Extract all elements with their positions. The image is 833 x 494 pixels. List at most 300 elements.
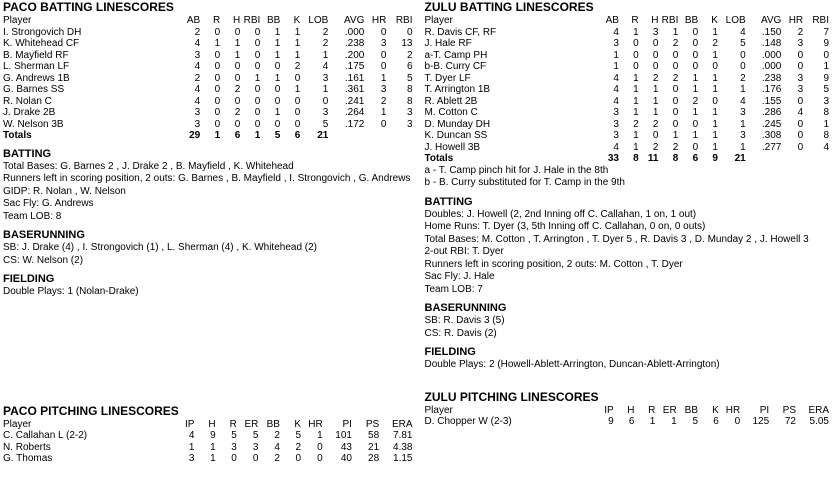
cell-season-rbi: 13 [401,38,413,49]
cell-h: 0 [652,61,659,72]
cell-avg: .172 [344,118,365,130]
cell-avg: .361 [344,84,365,95]
cell-h: 2 [652,72,659,84]
cell-ip: 3 [188,453,195,464]
cell-k: 1 [712,72,718,84]
cell-ab: 4 [613,26,619,38]
cell-season-rbi: 5 [406,72,413,84]
col-ps: PS [365,418,380,430]
cell-avg: .277 [761,141,782,153]
cell-r: 0 [633,49,639,61]
cell-lob: 3 [740,107,746,118]
paco-baserunning-heading: BASERUNNING [3,229,85,241]
cell-k: 1 [712,118,718,130]
cell-h: 1 [652,84,659,95]
cell-total-r: 1 [214,130,221,141]
cell-total-bb: 5 [274,130,281,141]
cell-h: 1 [234,49,241,61]
cell-total-k: 6 [294,130,301,141]
table-header-row [3,15,413,27]
cell-ab: 3 [613,38,619,49]
cell-lob: 1 [740,118,746,130]
cell-pi: 125 [752,416,770,427]
cell-hr: 3 [380,38,387,49]
cell-bb: 0 [692,38,699,49]
cell-ip: 4 [188,430,195,441]
cell-rbi: 2 [672,72,679,84]
cell-ab: 3 [613,107,619,118]
col-r: R [229,418,237,430]
cell-k: 1 [712,26,718,38]
col-h: H [233,15,241,26]
cell-ab: 4 [194,95,201,107]
cell-hr: 0 [797,118,804,130]
table-row [3,38,413,50]
cell-er: 5 [252,430,259,441]
cell-era: 4.38 [393,441,413,453]
totals-row [3,130,413,142]
cell-season-rbi: 6 [406,61,413,72]
cell-r: 0 [633,61,639,72]
cell-total-hr [781,153,803,165]
cell-h: 1 [652,95,659,107]
cell-total-rbi: 1 [254,130,261,141]
zulu-batting-table [425,15,830,165]
col-bb: BB [684,404,698,416]
cell-k: 1 [712,49,718,61]
col-er: ER [662,404,677,416]
cell-total-avg [746,153,782,165]
cell-season-rbi: 1 [823,61,829,72]
table-row [425,38,830,50]
table-row [3,442,413,454]
cell-k: 1 [712,84,718,95]
table-row [3,73,413,85]
cell-k: 5 [295,430,302,441]
cell-season-rbi: 8 [823,107,829,118]
cell-ab: 4 [194,84,201,95]
col-r: R [631,15,639,26]
cell-bb: 0 [692,26,699,38]
cell-totals-label: Totals [424,153,454,164]
cell-rbi: 0 [254,84,261,95]
cell-h: 1 [210,441,216,453]
cell-ab: 3 [194,107,201,118]
cell-ab: 4 [613,95,619,107]
cell-bb: 4 [274,441,280,453]
cell-player: a-T. Camp PH [424,49,488,61]
cell-season-rbi: 2 [406,49,413,61]
cell-player: D. Munday DH [424,118,491,130]
table-row [425,84,830,96]
cell-hr: 0 [317,441,323,453]
cell-k: 1 [712,107,718,118]
table-row [425,61,830,73]
zulu-baserunning-note: SB: R. Davis 3 (5) [424,315,505,326]
cell-h: 2 [652,118,659,130]
cell-avg: .150 [761,26,782,38]
cell-total-hr [364,130,386,142]
cell-h: 0 [234,26,241,38]
cell-total-lob: 21 [734,153,746,164]
col-season-rbi: RBI [395,15,413,26]
paco-batting-note: Runners left in scoring position, 2 outs: G. Barnes , B. Mayfield , I. Strongovich , G. Andrews [3,173,411,184]
cell-hr: 1 [380,107,387,118]
cell-bb: 0 [692,141,699,153]
table-row [3,119,413,131]
col-ps: PS [782,404,796,416]
cell-h: 1 [234,38,241,49]
cell-h: 6 [628,416,635,427]
cell-season-rbi: 3 [406,118,413,130]
table-row [3,96,413,108]
cell-r: 0 [214,107,221,118]
cell-h: 2 [234,84,241,95]
zulu-substitution-note: a - T. Camp pinch hit for J. Hale in the 8th [424,164,609,176]
cell-hr: 1 [380,72,387,84]
cell-r: 1 [633,130,639,141]
cell-ps: 28 [368,453,380,464]
cell-total-rbi: 8 [672,153,679,164]
cell-avg: .000 [761,49,782,61]
cell-lob: 3 [740,130,746,141]
col-ab: AB [186,15,201,26]
cell-bb: 0 [274,118,281,130]
cell-k: 2 [712,38,718,49]
cell-r: 0 [214,61,221,72]
paco-batting-note: Total Bases: G. Barnes 2 , J. Drake 2 , B. Mayfield , K. Whitehead [3,160,294,172]
cell-bb: 1 [274,107,281,118]
totals-row [425,153,830,165]
paco-fielding-note: Double Plays: 1 (Nolan-Drake) [3,286,139,297]
cell-rbi: 0 [672,84,679,95]
col-hr: HR [725,404,741,416]
table-row [3,27,413,39]
cell-total-ab: 33 [607,153,619,164]
zulu-baserunning-note: CS: R. Davis (2) [424,327,497,339]
col-er: ER [244,418,259,430]
cell-er: 1 [671,416,677,427]
table-header-row [3,419,413,431]
col-ip: IP [604,404,614,416]
cell-h: 1 [210,453,216,464]
cell-avg: .000 [344,26,365,38]
cell-player: M. Cotton C [424,107,478,118]
cell-r: 1 [633,107,639,118]
cell-lob: 0 [740,49,746,61]
cell-ab: 3 [194,49,201,61]
cell-avg: .200 [344,49,365,61]
cell-lob: 3 [322,107,329,118]
cell-avg: .176 [761,84,782,95]
cell-era: 7.81 [393,430,413,441]
cell-h: 1 [652,107,659,118]
zulu-pitching-title: ZULU PITCHING LINESCORES [424,389,599,404]
cell-player: K. Duncan SS [424,130,488,141]
cell-rbi: 0 [672,118,679,130]
cell-h: 0 [234,95,241,107]
cell-hr: 0 [734,416,741,427]
cell-k: 6 [713,416,719,427]
cell-hr: 3 [797,72,804,84]
cell-player: I. Strongovich DH [3,26,82,38]
cell-player: T. Dyer LF [424,72,471,84]
cell-h: 0 [234,72,241,84]
cell-h: 2 [652,141,659,153]
cell-hr: 0 [797,49,804,61]
cell-rbi: 2 [672,38,679,49]
zulu-batting-note: Home Runs: T. Dyer (3, 5th Inning off C. Callahan, 0 on, 0 outs) [424,221,706,232]
cell-hr: 0 [317,453,323,464]
cell-avg: .245 [761,118,782,130]
cell-k: 1 [294,84,301,95]
col-lob: LOB [308,15,329,26]
zulu-batting-note: Doubles: J. Howell (2, 2nd Inning off C. Callahan, 1 on, 1 out) [424,208,697,220]
cell-lob: 2 [322,26,329,38]
cell-ps: 72 [784,416,796,427]
cell-r: 1 [633,141,639,153]
cell-rbi: 0 [254,49,261,61]
cell-season-rbi: 8 [406,95,413,107]
cell-hr: 0 [797,130,804,141]
col-k: K [712,404,719,416]
cell-total-season-rbi [803,153,829,165]
paco-pitching-table [3,419,413,465]
cell-avg: .155 [761,95,782,107]
zulu-pitching-table [425,405,830,428]
cell-k: 2 [294,61,301,72]
cell-season-rbi: 3 [406,107,413,118]
col-player: Player [424,404,453,416]
cell-rbi: 0 [254,118,261,130]
cell-hr: 0 [380,118,387,130]
paco-batting-table [3,15,413,142]
zulu-fielding-note: Double Plays: 2 (Howell-Ablett-Arrington, Duncan-Ablett-Arrington) [424,359,720,370]
cell-bb: 0 [692,61,699,72]
paco-fielding-heading: FIELDING [3,273,55,285]
cell-r: 0 [214,26,221,38]
cell-k: 0 [294,72,301,84]
cell-lob: 4 [740,26,746,38]
cell-rbi: 0 [672,95,679,107]
table-row [425,27,830,39]
cell-lob: 5 [740,38,746,49]
zulu-baserunning-heading: BASERUNNING [424,302,507,314]
cell-r: 1 [214,38,221,49]
paco-batting-note: Team LOB: 8 [3,210,62,222]
cell-player: T. Arrington 1B [424,84,491,95]
cell-season-rbi: 8 [823,130,829,141]
col-bb: BB [684,15,699,26]
table-row [3,453,413,465]
col-rbi: RBI [243,15,261,26]
cell-k: 0 [712,95,718,107]
cell-rbi: 0 [672,61,679,72]
cell-hr: 0 [797,95,804,107]
col-avg: AVG [343,15,365,26]
cell-player: J. Hale RF [424,38,472,49]
cell-lob: 1 [740,141,746,153]
cell-era: 1.15 [393,453,413,464]
cell-lob: 4 [322,61,329,72]
cell-lob: 2 [740,72,746,84]
cell-ab: 2 [194,26,201,38]
zulu-batting-note: 2-out RBI: T. Dyer [424,246,504,257]
cell-player: B. Mayfield RF [3,49,69,61]
cell-hr: 0 [797,61,804,72]
cell-rbi: 0 [672,49,679,61]
cell-bb: 0 [692,118,699,130]
cell-total-h: 6 [234,130,241,141]
cell-lob: 0 [740,61,746,72]
cell-bb: 1 [274,38,281,49]
col-ab: AB [605,15,619,26]
cell-r: 1 [633,95,639,107]
cell-pitcher: G. Thomas [3,453,53,464]
cell-h: 0 [652,49,659,61]
cell-player: R. Davis CF, RF [424,26,497,38]
cell-total-ab: 29 [189,130,201,141]
cell-player: G. Andrews 1B [3,72,70,84]
col-lob: LOB [725,15,746,26]
cell-season-rbi: 9 [823,38,829,49]
paco-batting-title: PACO BATTING LINESCORES [3,0,174,14]
cell-rbi: 0 [254,38,261,49]
cell-player: J. Drake 2B [3,107,56,118]
cell-bb: 1 [692,72,699,84]
zulu-batting-note: Total Bases: M. Cotton , T. Arrington , T. Dyer 5 , R. Davis 3 , D. Munday 2 , J. Howell 3 [424,233,809,245]
cell-rbi: 2 [672,141,679,153]
paco-batting-note: Sac Fly: G. Andrews [3,198,94,209]
col-h: H [627,404,635,416]
cell-total-season-rbi [386,130,412,142]
cell-season-rbi: 0 [823,49,829,61]
cell-lob: 1 [322,49,329,61]
cell-season-rbi: 7 [823,26,829,38]
cell-ps: 21 [368,441,380,453]
cell-player: K. Whitehead CF [3,38,80,49]
cell-k: 0 [712,61,718,72]
col-k: K [711,15,718,26]
cell-er: 0 [252,453,259,464]
table-row [3,84,413,96]
cell-r: 5 [231,430,237,441]
cell-ab: 3 [194,118,201,130]
cell-er: 3 [252,441,259,453]
cell-avg: .148 [761,38,782,49]
cell-player: G. Barnes SS [3,84,65,95]
cell-pitcher: C. Callahan L (2-2) [3,430,88,441]
cell-ip: 1 [188,441,195,453]
cell-season-rbi: 3 [823,95,829,107]
cell-hr: 0 [797,141,804,153]
paco-batting-heading: BATTING [3,147,52,160]
cell-bb: 1 [274,72,281,84]
cell-season-rbi: 1 [823,118,829,130]
cell-season-rbi: 4 [823,141,829,153]
cell-rbi: 1 [254,72,261,84]
cell-h: 0 [234,61,241,72]
cell-h: 2 [234,107,241,118]
cell-hr: 3 [797,84,804,95]
cell-bb: 0 [274,95,281,107]
cell-ab: 4 [613,141,619,153]
col-hr: HR [308,418,323,430]
col-k: K [294,418,302,430]
zulu-batting-note: Team LOB: 7 [424,283,483,295]
zulu-batting-heading: BATTING [424,195,473,208]
cell-k: 1 [712,130,718,141]
table-row [425,142,830,154]
col-rbi: RBI [661,15,679,26]
cell-k: 0 [294,107,301,118]
table-row [425,96,830,108]
cell-pi: 101 [335,430,352,441]
cell-r: 0 [214,84,221,95]
zulu-column [417,0,833,494]
cell-bb: 0 [274,61,281,72]
cell-player: L. Sherman LF [3,61,70,72]
cell-r: 1 [633,84,639,95]
cell-avg: .238 [761,72,782,84]
col-pi: PI [342,418,352,430]
cell-ab: 3 [613,118,619,130]
cell-r: 1 [633,72,639,84]
cell-player: R. Nolan C [3,95,52,107]
col-hr: HR [371,15,387,26]
cell-r: 2 [633,118,639,130]
cell-k: 1 [294,26,301,38]
cell-rbi: 1 [672,130,679,141]
col-h: H [651,15,659,26]
cell-bb: 1 [274,49,281,61]
cell-ab: 3 [613,130,619,141]
cell-ip: 9 [608,416,614,427]
cell-bb: 5 [692,416,698,427]
col-hr: HR [788,15,804,26]
zulu-substitution-note: b - B. Curry substituted for T. Camp in the 9th [424,177,625,188]
zulu-batting-note: Runners left in scoring position, 2 outs: M. Cotton , T. Dyer [424,258,683,270]
col-k: K [293,15,301,26]
cell-r: 0 [633,38,639,49]
cell-hr: 2 [797,26,804,38]
cell-h: 3 [652,26,659,38]
cell-k: 0 [294,95,301,107]
cell-r: 0 [231,453,237,464]
cell-season-rbi: 8 [406,84,413,95]
cell-bb: 1 [274,26,281,38]
cell-r: 0 [214,95,221,107]
cell-hr: 0 [380,49,387,61]
cell-h: 9 [210,430,216,441]
cell-pi: 40 [340,453,352,464]
table-row [425,50,830,62]
zulu-batting-title: ZULU BATTING LINESCORES [424,0,594,14]
paco-baserunning-note: SB: J. Drake (4) , I. Strongovich (1) , L. Sherman (4) , K. Whitehead (2) [3,242,318,253]
paco-pitching-title: PACO PITCHING LINESCORES [3,403,179,418]
paco-baserunning-note: CS: W. Nelson (2) [3,254,84,266]
table-row [3,61,413,73]
col-r: R [648,404,656,416]
cell-avg: .175 [344,61,365,72]
cell-r: 0 [214,49,221,61]
col-season-rbi: RBI [812,15,829,26]
cell-h: 0 [652,38,659,49]
paco-batting-note: GIDP: R. Nolan , W. Nelson [3,185,126,197]
cell-bb: 1 [692,130,699,141]
cell-bb: 1 [692,84,699,95]
cell-r: 0 [214,72,221,84]
